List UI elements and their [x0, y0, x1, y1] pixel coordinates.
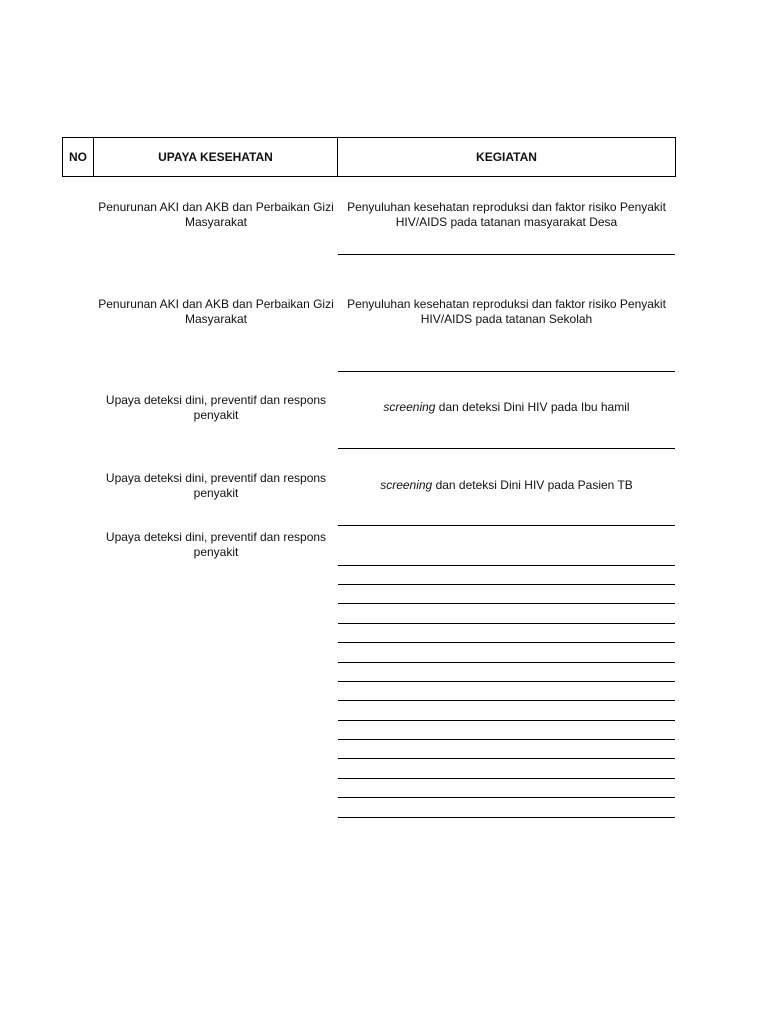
row-divider — [338, 371, 675, 372]
row-1-kegiatan-text: Penyuluhan kesehatan reproduksi dan faktor risiko Penyakit HIV/AIDS pada tatanan masyarakat Desa — [347, 200, 666, 229]
row-1-kegiatan — [338, 200, 675, 230]
empty-rule — [338, 603, 675, 604]
row-3-upaya: Upaya deteksi dini, preventif dan respons penyakit — [105, 393, 327, 422]
empty-rule — [338, 662, 675, 663]
row-4-kegiatan-italic: screening — [380, 478, 433, 492]
table-header — [62, 137, 676, 177]
row-2-kegiatan-text: Penyuluhan kesehatan reproduksi dan faktor risiko Penyakit HIV/AIDS pada tatanan Sekolah — [347, 297, 666, 326]
row-3-kegiatan-text: dan deteksi Dini HIV pada Ibu hamil — [435, 400, 630, 414]
row-divider — [338, 448, 675, 449]
row-4-upaya: Upaya deteksi dini, preventif dan respons penyakit — [105, 471, 327, 500]
empty-rule — [338, 758, 675, 759]
row-1-upaya: Penurunan AKI dan AKB dan Perbaikan Gizi Masyarakat — [98, 200, 334, 229]
row-3-kegiatan-italic: screening — [383, 400, 436, 414]
empty-rule — [338, 817, 675, 818]
row-2-upaya: Penurunan AKI dan AKB dan Perbaikan Gizi Masyarakat — [98, 297, 334, 326]
row-divider — [338, 525, 675, 526]
empty-rule — [338, 681, 675, 682]
empty-rule — [338, 565, 675, 566]
empty-rule — [338, 700, 675, 701]
empty-rule — [338, 584, 675, 585]
row-4-kegiatan-text: dan deteksi Dini HIV pada Pasien TB — [432, 478, 633, 492]
row-2-kegiatan — [338, 297, 675, 327]
empty-rule — [338, 623, 675, 624]
header-kegiatan: KEGIATAN — [476, 150, 537, 164]
row-5-upaya: Upaya deteksi dini, preventif dan respons penyakit — [105, 530, 327, 559]
row-3-kegiatan — [338, 400, 675, 415]
row-4-kegiatan — [338, 478, 675, 493]
row-divider — [338, 254, 675, 255]
empty-rule — [338, 720, 675, 721]
header-upaya-kesehatan: UPAYA KESEHATAN — [94, 138, 338, 176]
empty-rule — [338, 778, 675, 779]
empty-rule — [338, 739, 675, 740]
header-no: NO — [63, 138, 94, 176]
empty-rule — [338, 642, 675, 643]
empty-rule — [338, 797, 675, 798]
